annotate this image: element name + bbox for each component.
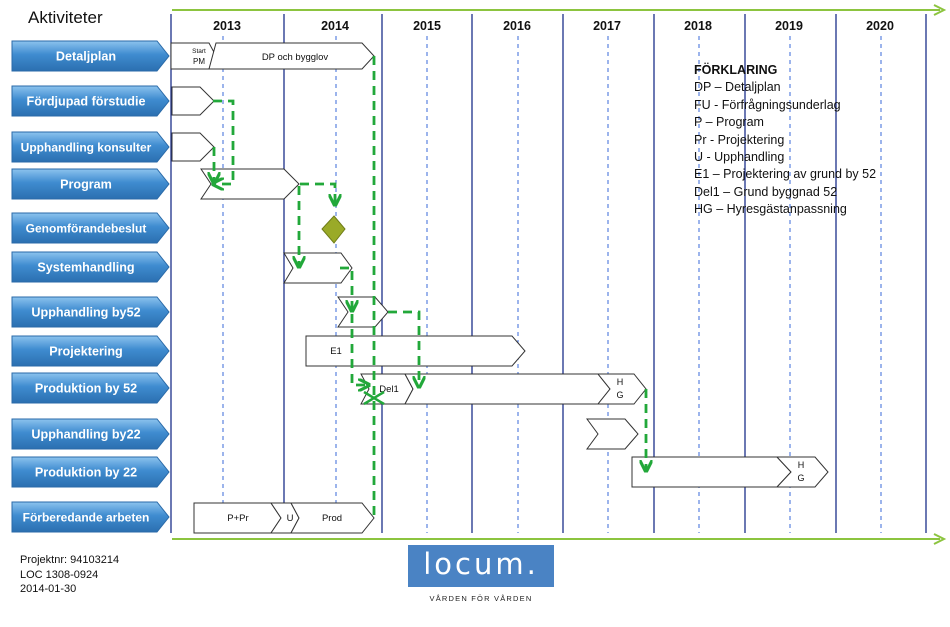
activity-produktion-by52 bbox=[12, 373, 169, 403]
activity-label: Fördjupad förstudie bbox=[26, 94, 146, 109]
legend-item: P – Program bbox=[694, 115, 764, 130]
activity-label: Program bbox=[60, 177, 112, 192]
activity-label: Systemhandling bbox=[37, 260, 135, 275]
year-label: 2018 bbox=[684, 19, 712, 33]
legend-item: Pr - Projektering bbox=[694, 132, 785, 147]
activity-label: Förberedande arbeten bbox=[22, 510, 150, 525]
activity-forberedande-arbeten bbox=[12, 502, 169, 532]
activity-label: Projektering bbox=[49, 344, 123, 359]
document-date: 2014-01-30 bbox=[20, 583, 77, 595]
year-label: 2017 bbox=[593, 19, 621, 33]
year-label: 2016 bbox=[503, 19, 531, 33]
activity-program bbox=[12, 169, 169, 199]
bar-label-hg-h: H bbox=[616, 377, 624, 387]
bar-produktion-by22 bbox=[632, 457, 791, 487]
bar-label-hg-g: G bbox=[616, 390, 624, 400]
legend-item: U - Upphandling bbox=[694, 150, 785, 165]
bar-label-dp-bygglov: DP och bygglov bbox=[261, 52, 329, 63]
bar-label-p-pr: P+Pr bbox=[227, 513, 249, 524]
bar-upphandling-by22 bbox=[587, 419, 638, 449]
milestone-diamond bbox=[322, 216, 345, 243]
locum-logo bbox=[408, 545, 554, 587]
activity-label: Genomförandebeslut bbox=[25, 221, 147, 236]
bar-label-prod: Prod bbox=[321, 513, 343, 524]
legend-item: Del1 – Grund byggnad 52 bbox=[694, 184, 838, 199]
activity-upphandling-by22 bbox=[12, 419, 169, 449]
loc-number: LOC 1308-0924 bbox=[20, 568, 99, 581]
year-label: 2015 bbox=[413, 19, 441, 33]
activity-produktion-by22 bbox=[12, 457, 169, 487]
page-title: Aktiviteter bbox=[28, 8, 103, 27]
logo-name: locum. bbox=[423, 547, 539, 581]
legend-heading: FÖRKLARING bbox=[694, 63, 778, 77]
bar-fordjupad-forstudie bbox=[172, 87, 214, 115]
activity-detaljplan bbox=[12, 41, 169, 71]
year-label: 2020 bbox=[866, 19, 894, 33]
bar-label-hg-h: H bbox=[797, 460, 805, 470]
bar-label-del1: Del1 bbox=[379, 384, 399, 395]
timeline-bottom-arrow bbox=[172, 534, 944, 544]
bar-label-u: U bbox=[286, 513, 294, 524]
activity-label: Produktion by 52 bbox=[34, 381, 138, 396]
legend-item: DP – Detaljplan bbox=[694, 80, 781, 95]
activity-label: Upphandling by52 bbox=[31, 305, 141, 320]
bar-label-pm: PM bbox=[193, 57, 205, 66]
activity-upphandling-by52 bbox=[12, 297, 169, 327]
logo-tagline: VÅRDEN FÖR VÅRDEN bbox=[429, 594, 533, 603]
activity-genomforandebeslut bbox=[12, 213, 169, 243]
bar-label-hg-g: G bbox=[797, 473, 805, 483]
year-label: 2013 bbox=[213, 19, 241, 33]
legend bbox=[694, 62, 876, 219]
activity-systemhandling bbox=[12, 252, 169, 282]
activity-projektering bbox=[12, 336, 169, 366]
bar-upphandling-konsulter bbox=[172, 133, 214, 161]
activity-label: Produktion by 22 bbox=[34, 465, 138, 480]
project-number: Projektnr: 94103214 bbox=[20, 554, 120, 566]
legend-item: FU - Förfrågningsunderlag bbox=[694, 97, 841, 112]
bar-label-e1: E1 bbox=[330, 346, 342, 357]
activity-upphandling-konsulter bbox=[12, 132, 169, 162]
project-info bbox=[20, 553, 119, 597]
bar-label-start: Start bbox=[192, 48, 206, 55]
dependency-arrow bbox=[300, 184, 335, 204]
bar-produktion-by52-del1 bbox=[405, 374, 610, 404]
timeline-top-arrow bbox=[172, 5, 944, 15]
activity-label: Upphandling konsulter bbox=[20, 140, 152, 155]
year-label: 2019 bbox=[775, 19, 803, 33]
activity-fordjupad-forstudie bbox=[12, 86, 169, 116]
activity-label: Upphandling by22 bbox=[31, 427, 141, 442]
year-labels bbox=[213, 19, 894, 33]
activity-list bbox=[12, 41, 169, 532]
year-label: 2014 bbox=[321, 19, 349, 33]
activity-label: Detaljplan bbox=[55, 49, 117, 64]
bar-upphandling-by52 bbox=[338, 297, 388, 327]
legend-item: HG – Hyresgästanpassning bbox=[694, 202, 847, 217]
legend-item: E1 – Projektering av grund by 52 bbox=[694, 167, 877, 182]
